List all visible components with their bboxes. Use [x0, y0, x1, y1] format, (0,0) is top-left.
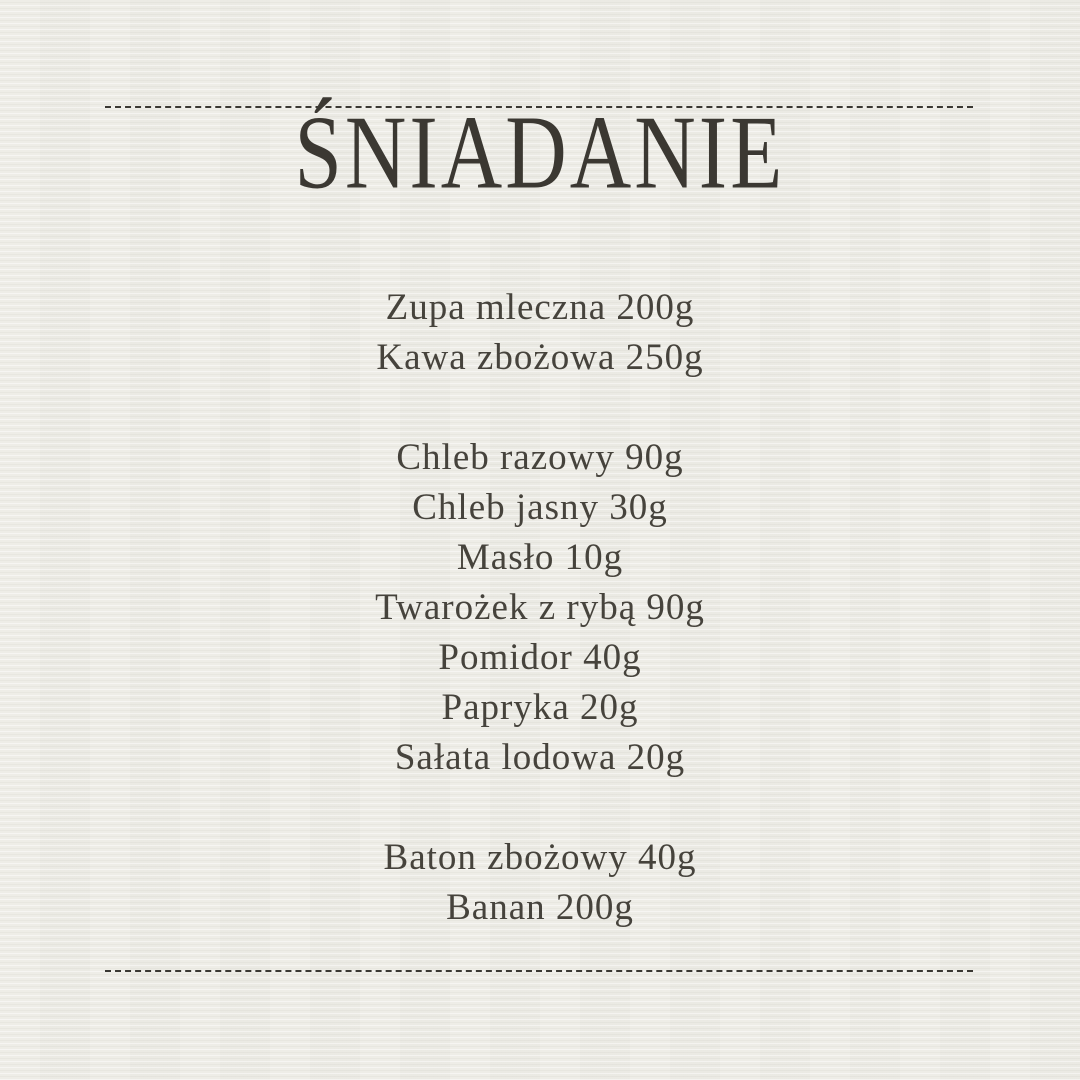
menu-group: [0, 433, 1080, 783]
menu-item: Chleb razowy 90g: [396, 437, 684, 478]
menu-item: Sałata lodowa 20g: [394, 737, 686, 778]
menu-group: [0, 833, 1080, 933]
page-title: ŚNIADANIE: [294, 94, 786, 211]
menu-item: Papryka 20g: [441, 687, 639, 728]
menu-item: Twarożek z rybą 90g: [375, 587, 705, 628]
menu-item: Pomidor 40g: [438, 637, 642, 678]
menu-item: Masło 10g: [456, 537, 624, 578]
menu-item: Baton zbożowy 40g: [383, 837, 697, 878]
title-wrap: [0, 94, 1080, 212]
menu-item: Zupa mleczna 200g: [385, 287, 695, 328]
menu-list: [0, 283, 1080, 983]
menu-item: Chleb jasny 30g: [412, 487, 668, 528]
menu-item: Banan 200g: [446, 887, 634, 928]
bottom-dashed-rule: [105, 970, 973, 972]
menu-item: Kawa zbożowa 250g: [376, 337, 704, 378]
menu-group: [0, 283, 1080, 383]
